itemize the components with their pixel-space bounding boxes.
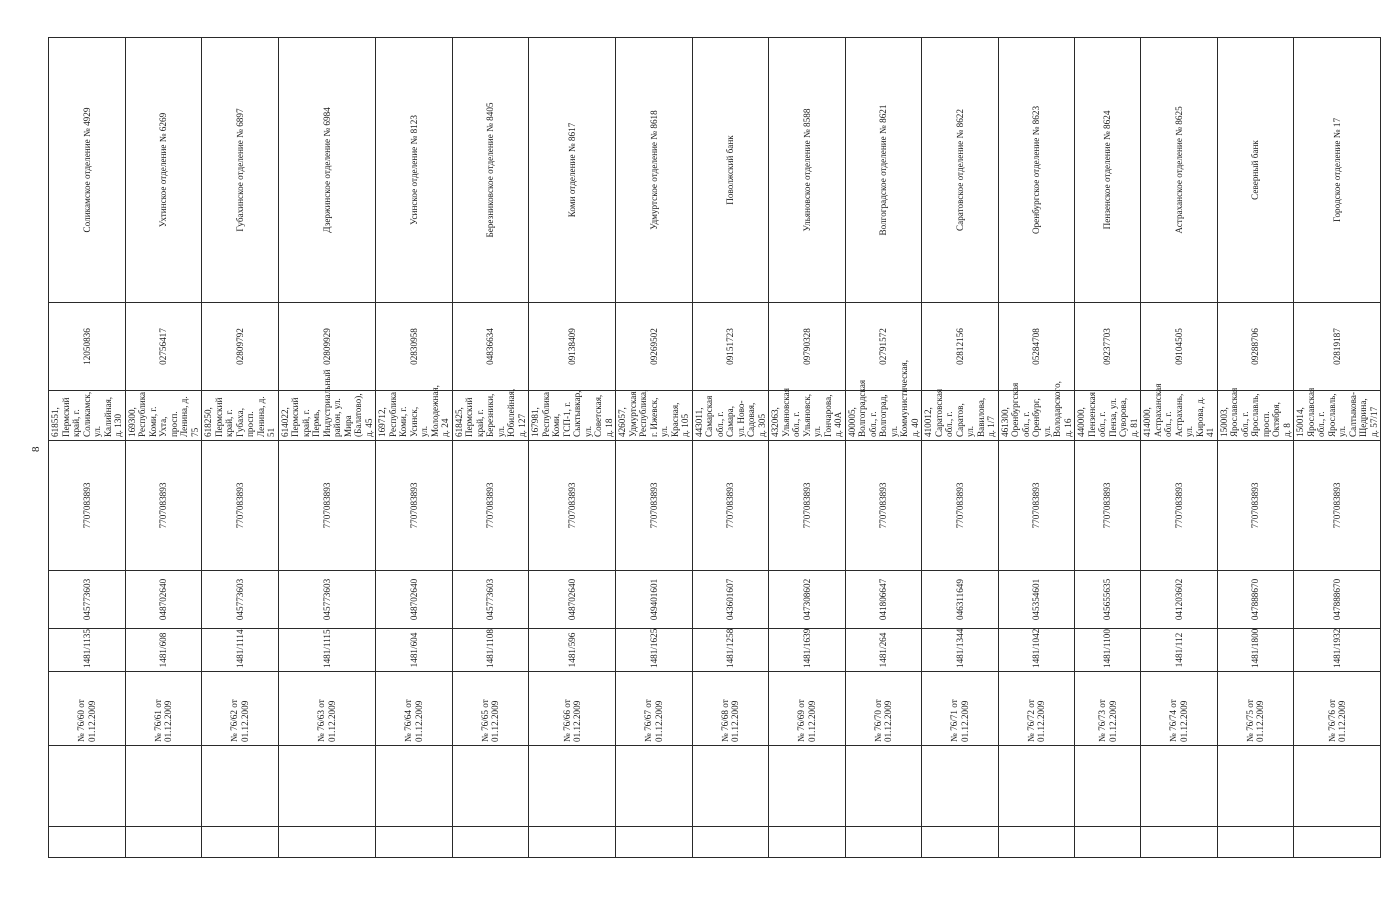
registration-number-cell: 1481/1258 xyxy=(692,629,769,672)
okpo-cell: 09237703 xyxy=(1075,303,1141,391)
empty-cell xyxy=(1294,827,1381,858)
registration-number-cell: 1481/1932 xyxy=(1294,629,1381,672)
empty-cell xyxy=(616,746,693,827)
registration-number-cell: 1481/112 xyxy=(1141,629,1218,672)
empty-cell xyxy=(376,746,453,827)
table-row xyxy=(125,38,202,858)
registration-doc-cell: № 76/72 от 01.12.2009 xyxy=(998,672,1075,746)
address-cell: 614022, Пермский край, г. Пермь, Индустриальный район, ул. Мира (Балатово), д. 45 xyxy=(278,391,376,441)
registration-doc-cell: № 76/64 от 01.12.2009 xyxy=(376,672,453,746)
empty-cell xyxy=(529,746,616,827)
registration-number-cell: 1481/1639 xyxy=(769,629,846,672)
table-row xyxy=(376,38,453,858)
branch-name-cell: Коми отделение № 8617 xyxy=(529,38,616,303)
registration-doc-cell: № 76/61 от 01.12.2009 xyxy=(125,672,202,746)
inn-cell: 7707083893 xyxy=(692,441,769,571)
okpo-cell: 04836634 xyxy=(452,303,529,391)
okpo-cell: 02809929 xyxy=(278,303,376,391)
okpo-cell: 09269502 xyxy=(616,303,693,391)
registration-doc-cell: № 76/74 от 01.12.2009 xyxy=(1141,672,1218,746)
table-row xyxy=(998,38,1075,858)
table-row xyxy=(202,38,279,858)
bik-cell: 048702640 xyxy=(125,571,202,629)
registration-doc-cell: № 76/69 от 01.12.2009 xyxy=(769,672,846,746)
okpo-cell: 02819187 xyxy=(1294,303,1381,391)
address-cell: 167981, Республика Коми, ГСП-1, г. Сыктывкар, ул. Советская, д. 18 xyxy=(529,391,616,441)
registration-number-cell: 1481/1100 xyxy=(1075,629,1141,672)
branch-name-cell: Северный банк xyxy=(1217,38,1294,303)
empty-cell xyxy=(769,746,846,827)
table-body xyxy=(49,38,1381,858)
bik-cell: 047888670 xyxy=(1217,571,1294,629)
table-row xyxy=(1217,38,1294,858)
empty-cell xyxy=(922,827,999,858)
bik-cell: 045773603 xyxy=(452,571,529,629)
registration-number-cell: 1481/1800 xyxy=(1217,629,1294,672)
registration-doc-cell: № 76/62 от 01.12.2009 xyxy=(202,672,279,746)
bik-cell: 043601607 xyxy=(692,571,769,629)
table-row xyxy=(845,38,922,858)
table-row xyxy=(278,38,376,858)
table-row xyxy=(922,38,999,858)
empty-cell xyxy=(202,827,279,858)
branch-name-cell: Поволжский банк xyxy=(692,38,769,303)
branch-name-cell: Удмуртское отделение № 8618 xyxy=(616,38,693,303)
address-cell: 426057, Удмуртская Республика, г. Ижевск, ул. Красная, д. 105 xyxy=(616,391,693,441)
registration-number-cell: 1481/264 xyxy=(845,629,922,672)
registration-doc-cell: № 76/60 от 01.12.2009 xyxy=(49,672,126,746)
empty-cell xyxy=(125,746,202,827)
empty-cell xyxy=(769,827,846,858)
bik-cell: 046311649 xyxy=(922,571,999,629)
empty-cell xyxy=(922,746,999,827)
empty-cell xyxy=(845,746,922,827)
address-cell: 432063, Ульяновская обл., г. Ульяновск, ул. Гончарова, д. 40А xyxy=(769,391,846,441)
branch-name-cell: Губахинское отделение № 6897 xyxy=(202,38,279,303)
bik-cell: 041203602 xyxy=(1141,571,1218,629)
bik-cell: 045773603 xyxy=(278,571,376,629)
address-cell: 618250, Пермский край, г. Губаха, просп. Ленина, д. 51 xyxy=(202,391,279,441)
table-row xyxy=(616,38,693,858)
inn-cell: 7707083893 xyxy=(278,441,376,571)
table-row xyxy=(529,38,616,858)
empty-cell xyxy=(692,827,769,858)
empty-cell xyxy=(278,746,376,827)
inn-cell: 7707083893 xyxy=(1217,441,1294,571)
empty-cell xyxy=(998,827,1075,858)
empty-cell xyxy=(1141,746,1218,827)
okpo-cell: 09104505 xyxy=(1141,303,1218,391)
inn-cell: 7707083893 xyxy=(529,441,616,571)
okpo-cell: 02809792 xyxy=(202,303,279,391)
empty-cell xyxy=(845,827,922,858)
empty-cell xyxy=(278,827,376,858)
branch-name-cell: Соликамское отделение № 4929 xyxy=(49,38,126,303)
branch-name-cell: Астраханское отделение № 8625 xyxy=(1141,38,1218,303)
registration-number-cell: 1481/608 xyxy=(125,629,202,672)
address-cell: 618425, Пермский край, г. Березники, ул. Юбилейная, д. 127 xyxy=(452,391,529,441)
bik-cell: 045655635 xyxy=(1075,571,1141,629)
address-cell: 169712, Республика Коми, г. Усинск, ул. Молодежная, д. 24 xyxy=(376,391,453,441)
registration-number-cell: 1481/1625 xyxy=(616,629,693,672)
rotated-table-wrap xyxy=(48,38,1379,858)
address-cell: 618551, Пермский край, г. Соликамск, ул. Калийная, д. 130 xyxy=(49,391,126,441)
okpo-cell: 09288706 xyxy=(1217,303,1294,391)
registration-number-cell: 1481/1115 xyxy=(278,629,376,672)
empty-cell xyxy=(1294,746,1381,827)
address-cell: 400005, Волгоградская обл., г. Волгоград, ул. Коммунистическая, д. 40 xyxy=(845,391,922,441)
branch-name-cell: Городское отделение № 17 xyxy=(1294,38,1381,303)
okpo-cell: 12050836 xyxy=(49,303,126,391)
address-cell: 461300, Оренбургская обл., г. Оренбург, ул. Володарского, д. 16 xyxy=(998,391,1075,441)
bik-cell: 049401601 xyxy=(616,571,693,629)
empty-cell xyxy=(692,746,769,827)
okpo-cell: 02756417 xyxy=(125,303,202,391)
registration-doc-cell: № 76/71 от 01.12.2009 xyxy=(922,672,999,746)
empty-cell xyxy=(452,827,529,858)
empty-cell xyxy=(49,746,126,827)
empty-cell xyxy=(1075,746,1141,827)
registration-doc-cell: № 76/67 от 01.12.2009 xyxy=(616,672,693,746)
inn-cell: 7707083893 xyxy=(1141,441,1218,571)
empty-cell xyxy=(376,827,453,858)
empty-cell xyxy=(616,827,693,858)
registration-number-cell: 1481/1042 xyxy=(998,629,1075,672)
bik-cell: 047308602 xyxy=(769,571,846,629)
bik-cell: 045354601 xyxy=(998,571,1075,629)
registration-doc-cell: № 76/75 от 01.12.2009 xyxy=(1217,672,1294,746)
table-row xyxy=(1294,38,1381,858)
registration-doc-cell: № 76/65 от 01.12.2009 xyxy=(452,672,529,746)
registration-doc-cell: № 76/68 от 01.12.2009 xyxy=(692,672,769,746)
address-cell: 150003, Ярославская обл., г. Ярославль, просп. Октября, д. 8 xyxy=(1217,391,1294,441)
branch-name-cell: Саратовское отделение № 8622 xyxy=(922,38,999,303)
inn-cell: 7707083893 xyxy=(452,441,529,571)
okpo-cell: 05284708 xyxy=(998,303,1075,391)
bik-cell: 045773603 xyxy=(49,571,126,629)
empty-cell xyxy=(1217,746,1294,827)
okpo-cell: 09138409 xyxy=(529,303,616,391)
inn-cell: 7707083893 xyxy=(125,441,202,571)
branch-name-cell: Ульяновское отделение № 8588 xyxy=(769,38,846,303)
empty-cell xyxy=(1141,827,1218,858)
registration-number-cell: 1481/1135 xyxy=(49,629,126,672)
empty-cell xyxy=(49,827,126,858)
registration-number-cell: 1481/596 xyxy=(529,629,616,672)
empty-cell xyxy=(452,746,529,827)
inn-cell: 7707083893 xyxy=(202,441,279,571)
inn-cell: 7707083893 xyxy=(49,441,126,571)
page-number: 8 xyxy=(30,446,42,452)
table-row xyxy=(692,38,769,858)
bik-cell: 047888670 xyxy=(1294,571,1381,629)
empty-cell xyxy=(202,746,279,827)
branch-name-cell: Волгоградское отделение № 8621 xyxy=(845,38,922,303)
okpo-cell: 09151723 xyxy=(692,303,769,391)
okpo-cell: 02812156 xyxy=(922,303,999,391)
inn-cell: 7707083893 xyxy=(376,441,453,571)
branch-name-cell: Березниковское отделение № 8405 xyxy=(452,38,529,303)
bik-cell: 045773603 xyxy=(202,571,279,629)
address-cell: 150014, Ярославская обл., г. Ярославль, ул. Салтыкова-Щедрина, д. 57/17 xyxy=(1294,391,1381,441)
inn-cell: 7707083893 xyxy=(1294,441,1381,571)
inn-cell: 7707083893 xyxy=(922,441,999,571)
address-cell: 414000, Астраханская обл., г. Астрахань, ул. Кирова, д. 41 xyxy=(1141,391,1218,441)
address-cell: 443011, Самарская обл., г. Самара, ул. Ново-Садовая, д. 305 xyxy=(692,391,769,441)
registration-doc-cell: № 76/63 от 01.12.2009 xyxy=(278,672,376,746)
okpo-cell: 09790328 xyxy=(769,303,846,391)
address-cell: 169300, Республика Коми, г. Ухта, просп. Ленина, д. 75 xyxy=(125,391,202,441)
branch-name-cell: Дзержинское отделение № 6984 xyxy=(278,38,376,303)
inn-cell: 7707083893 xyxy=(845,441,922,571)
address-cell: 410012, Саратовская обл., г. Саратов, ул. Вавилова, д. 1/7 xyxy=(922,391,999,441)
branch-name-cell: Усинское отделение № 8123 xyxy=(376,38,453,303)
empty-cell xyxy=(125,827,202,858)
branch-name-cell: Ухтинское отделение № 6269 xyxy=(125,38,202,303)
empty-cell xyxy=(998,746,1075,827)
table-row xyxy=(1075,38,1141,858)
branch-name-cell: Пензенское отделение № 8624 xyxy=(1075,38,1141,303)
empty-cell xyxy=(1075,827,1141,858)
table-row xyxy=(452,38,529,858)
bik-cell: 048702640 xyxy=(529,571,616,629)
okpo-cell: 02830958 xyxy=(376,303,453,391)
empty-cell xyxy=(1217,827,1294,858)
registration-number-cell: 1481/1108 xyxy=(452,629,529,672)
inn-cell: 7707083893 xyxy=(616,441,693,571)
inn-cell: 7707083893 xyxy=(998,441,1075,571)
registration-doc-cell: № 76/70 от 01.12.2009 xyxy=(845,672,922,746)
registration-doc-cell: № 76/66 от 01.12.2009 xyxy=(529,672,616,746)
registration-doc-cell: № 76/73 от 01.12.2009 xyxy=(1075,672,1141,746)
branches-table xyxy=(48,37,1381,858)
table-row xyxy=(769,38,846,858)
registration-doc-cell: № 76/76 от 01.12.2009 xyxy=(1294,672,1381,746)
registration-number-cell: 1481/1114 xyxy=(202,629,279,672)
inn-cell: 7707083893 xyxy=(769,441,846,571)
registration-number-cell: 1481/1344 xyxy=(922,629,999,672)
bik-cell: 048702640 xyxy=(376,571,453,629)
address-cell: 440000, Пензенская обл., г. Пенза, ул. Суворова, д. 81 xyxy=(1075,391,1141,441)
bik-cell: 041806647 xyxy=(845,571,922,629)
branch-name-cell: Оренбургское отделение № 8623 xyxy=(998,38,1075,303)
empty-cell xyxy=(529,827,616,858)
okpo-cell: 02791572 xyxy=(845,303,922,391)
table-row xyxy=(1141,38,1218,858)
registration-number-cell: 1481/604 xyxy=(376,629,453,672)
inn-cell: 7707083893 xyxy=(1075,441,1141,571)
table-row xyxy=(49,38,126,858)
